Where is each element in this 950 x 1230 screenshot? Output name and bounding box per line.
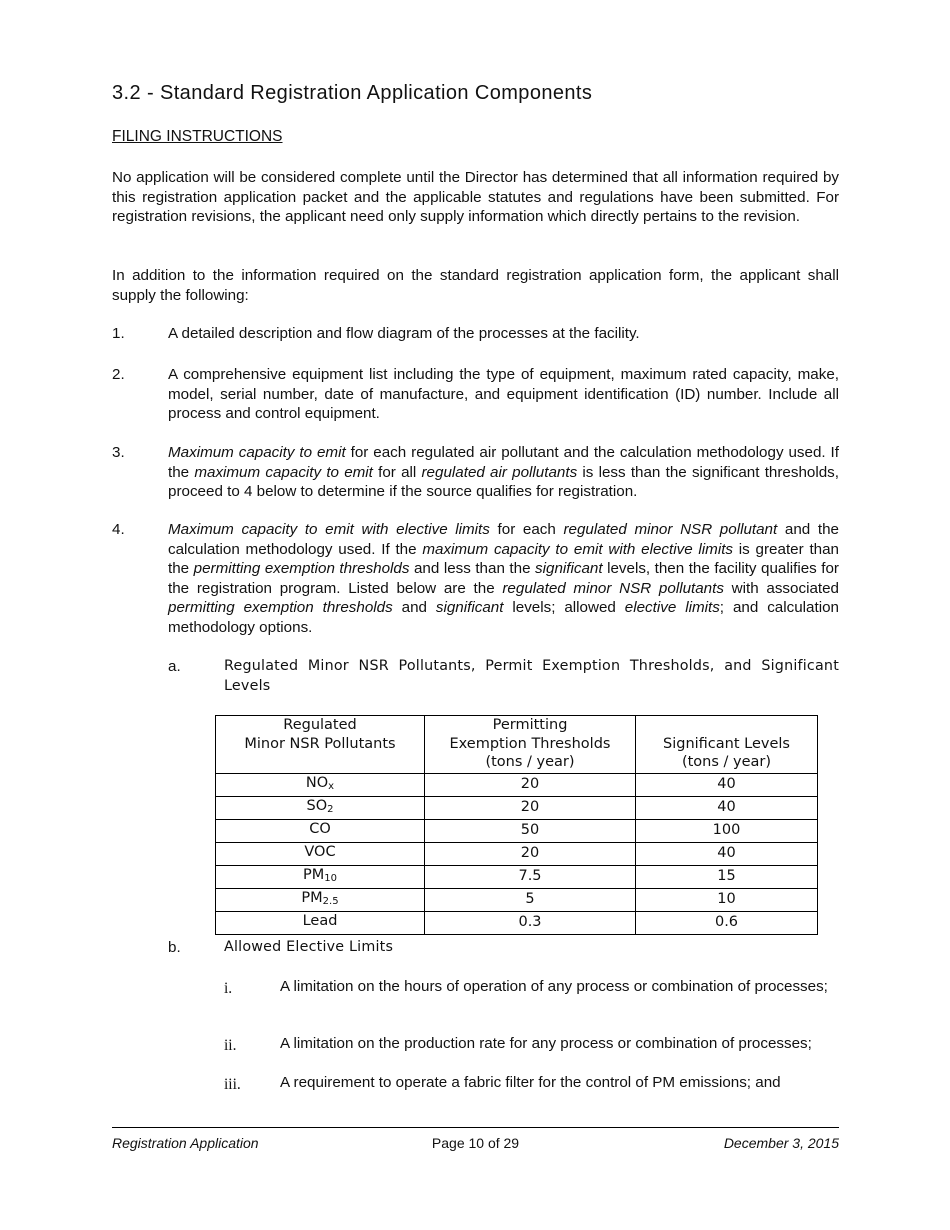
table-row — [216, 773, 818, 796]
threshold-cell: 0.3 — [425, 911, 636, 934]
pollutant-cell: $SO_2$ — [216, 796, 425, 819]
list-item-text: Maximum capacity to emit for each regulated air pollutant and the calculation methodology used. If the maximum capacity to emit for all regulated air pollutants is less than the significant thresholds, proceed to 4 below to determine if the source qualifies for registration. — [168, 444, 839, 500]
sub-item-text: Regulated Minor NSR Pollutants, Permit Exemption Thresholds, and Significant Levels — [224, 658, 839, 694]
threshold-cell: 7.5 — [425, 865, 636, 888]
threshold-cell: 50 — [425, 819, 636, 842]
threshold-cell: 20 — [425, 773, 636, 796]
pollutant-cell: $PM_{2.5}$ — [216, 888, 425, 911]
list-item-number: 4. — [112, 521, 125, 538]
roman-item-text: A requirement to operate a fabric filter for the control of PM emissions; and — [280, 1074, 781, 1091]
header-exemption-thresholds: Permitting Exemption Thresholds (tons / year) — [425, 716, 636, 774]
roman-numeral: ii. — [224, 1037, 237, 1054]
significant-cell: 100 — [636, 819, 818, 842]
table-row — [216, 865, 818, 888]
sub-item-text: Allowed Elective Limits — [224, 939, 394, 955]
list-item-text: A detailed description and flow diagram of the processes at the facility. — [168, 325, 640, 342]
pollutant-cell: Lead — [216, 911, 425, 934]
list-item-number: 3. — [112, 444, 125, 461]
sub-item-letter: b. — [168, 939, 181, 956]
table-row — [216, 819, 818, 842]
significant-cell: 0.6 — [636, 911, 818, 934]
footer-divider — [112, 1127, 839, 1128]
threshold-cell: 5 — [425, 888, 636, 911]
additional-info-paragraph: In addition to the information required on the standard registration application form, the applicant shall supply the following: — [112, 267, 839, 304]
roman-numeral: i. — [224, 980, 233, 997]
threshold-cell: 20 — [425, 842, 636, 865]
table-row — [216, 842, 818, 865]
header-significant-levels: Significant Levels (tons / year) — [636, 716, 818, 774]
table-header-row — [216, 716, 818, 774]
header-pollutants: Regulated Minor NSR Pollutants — [216, 716, 425, 774]
footer-page-number: Page 10 of 29 — [431, 1135, 520, 1151]
section-title: 3.2 - Standard Registration Application Components — [112, 82, 593, 104]
pollutant-thresholds-table — [215, 715, 818, 935]
list-item-text: A comprehensive equipment list including the type of equipment, maximum rated capacity, make, model, serial number, date of manufacture, and equipment identification (ID) number. Include all process and control equipment. — [168, 366, 839, 422]
pollutant-cell: $PM_{10}$ — [216, 865, 425, 888]
threshold-cell: 20 — [425, 796, 636, 819]
table-row — [216, 888, 818, 911]
roman-item-text: A limitation on the hours of operation of any process or combination of processes; — [280, 978, 828, 995]
sub-item-letter: a. — [168, 658, 181, 675]
list-item-text: Maximum capacity to emit with elective limits for each regulated minor NSR pollutant and the calculation methodology used. If the maximum capacity to emit with elective limits is greater than the permitting exemption thresholds and less than the significant levels, then the facility qualifies for the registration program. Listed below are the regulated minor NSR pollutants with associated permitting exemption thresholds and significant levels; allowed elective limits; and calculation methodology options. — [168, 521, 840, 636]
footer-date: December 3, 2015 — [723, 1135, 839, 1151]
significant-cell: 40 — [636, 842, 818, 865]
table-row — [216, 796, 818, 819]
footer-document-name: Registration Application — [112, 1135, 259, 1151]
roman-item-text: A limitation on the production rate for any process or combination of processes; — [280, 1035, 812, 1052]
significant-cell: 15 — [636, 865, 818, 888]
completeness-paragraph: No application will be considered complete until the Director has determined that all information required by this registration application packet and the applicable statutes and regulations have been submitted. For registration revisions, the applicant need only supply information which directly pertains to the revision. — [112, 169, 839, 225]
pollutant-cell: VOC — [216, 842, 425, 865]
pollutant-cell: $NO_x$ — [216, 773, 425, 796]
roman-numeral: iii. — [224, 1076, 241, 1093]
list-item-number: 1. — [112, 325, 125, 342]
significant-cell: 10 — [636, 888, 818, 911]
pollutant-cell: CO — [216, 819, 425, 842]
significant-cell: 40 — [636, 796, 818, 819]
list-item-number: 2. — [112, 366, 125, 383]
significant-cell: 40 — [636, 773, 818, 796]
table-row — [216, 911, 818, 934]
filing-instructions-heading: FILING INSTRUCTIONS — [112, 128, 283, 145]
